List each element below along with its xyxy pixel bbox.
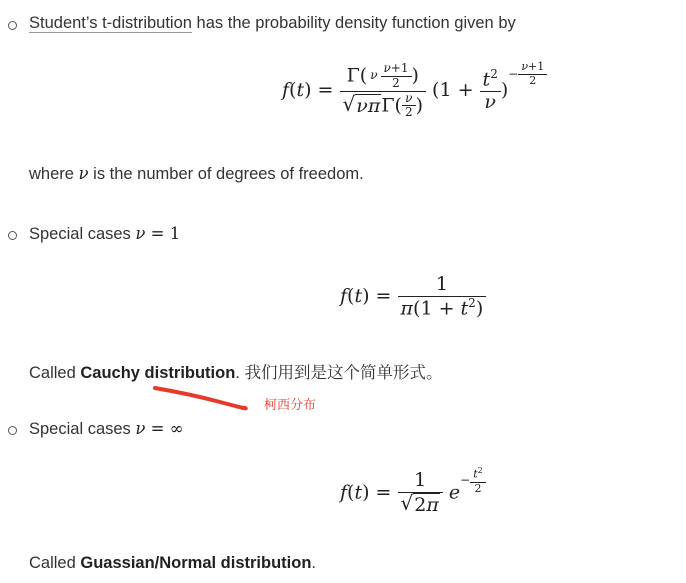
normal-name: Guassian/Normal distribution xyxy=(80,554,312,572)
item3-heading xyxy=(29,419,183,439)
item2-heading xyxy=(29,224,180,244)
where-line xyxy=(29,164,364,184)
red-underline-stroke xyxy=(150,382,250,412)
cauchy-called xyxy=(29,359,442,383)
normal-formula: f(t) = 1 √ 2π $e^{- \frac{t^2}{2}}$ xyxy=(340,470,486,517)
cauchy-name: Cauchy distribution xyxy=(80,364,236,382)
t-distribution-formula: f(t) = Γ( ν $\frac{\nu+1}{2}$ ) √ νπ Γ( $\frac{\nu}{2}$ ) (1 + $\frac{t^2}{\nu}$ )$^{- \frac{\nu+1}{2}}$ xyxy=(282,62,547,120)
item2-var: ν xyxy=(135,224,146,243)
where-var: ν xyxy=(78,164,89,183)
cauchy-prefix: Called xyxy=(29,364,81,382)
bullet-3 xyxy=(8,426,17,435)
item2-label: Special cases xyxy=(29,225,136,243)
item2-value: = 1 xyxy=(145,224,181,243)
normal-called xyxy=(29,554,316,573)
cauchy-formula: f(t) = $\frac{1}{\pi(1 + t^2)}$ xyxy=(340,274,486,320)
item1-desc: has the probability density function given by xyxy=(191,14,516,32)
students-t-distribution-link[interactable]: Student’s t-distribution xyxy=(29,14,192,32)
item3-var: ν xyxy=(135,419,146,438)
bullet-1 xyxy=(8,21,17,30)
normal-suffix: . xyxy=(311,554,317,572)
cauchy-suffix: . 我们用到是这个简单形式。 xyxy=(235,364,443,382)
where-prefix: where xyxy=(29,165,79,183)
bullet-2 xyxy=(8,231,17,240)
item3-label: Special cases xyxy=(29,420,136,438)
item1-text xyxy=(29,14,516,33)
where-suffix: is the number of degrees of freedom. xyxy=(88,165,364,183)
normal-prefix: Called xyxy=(29,554,81,572)
item3-value: = ∞ xyxy=(145,419,184,438)
cauchy-annotation: 柯西分布 xyxy=(264,397,317,412)
